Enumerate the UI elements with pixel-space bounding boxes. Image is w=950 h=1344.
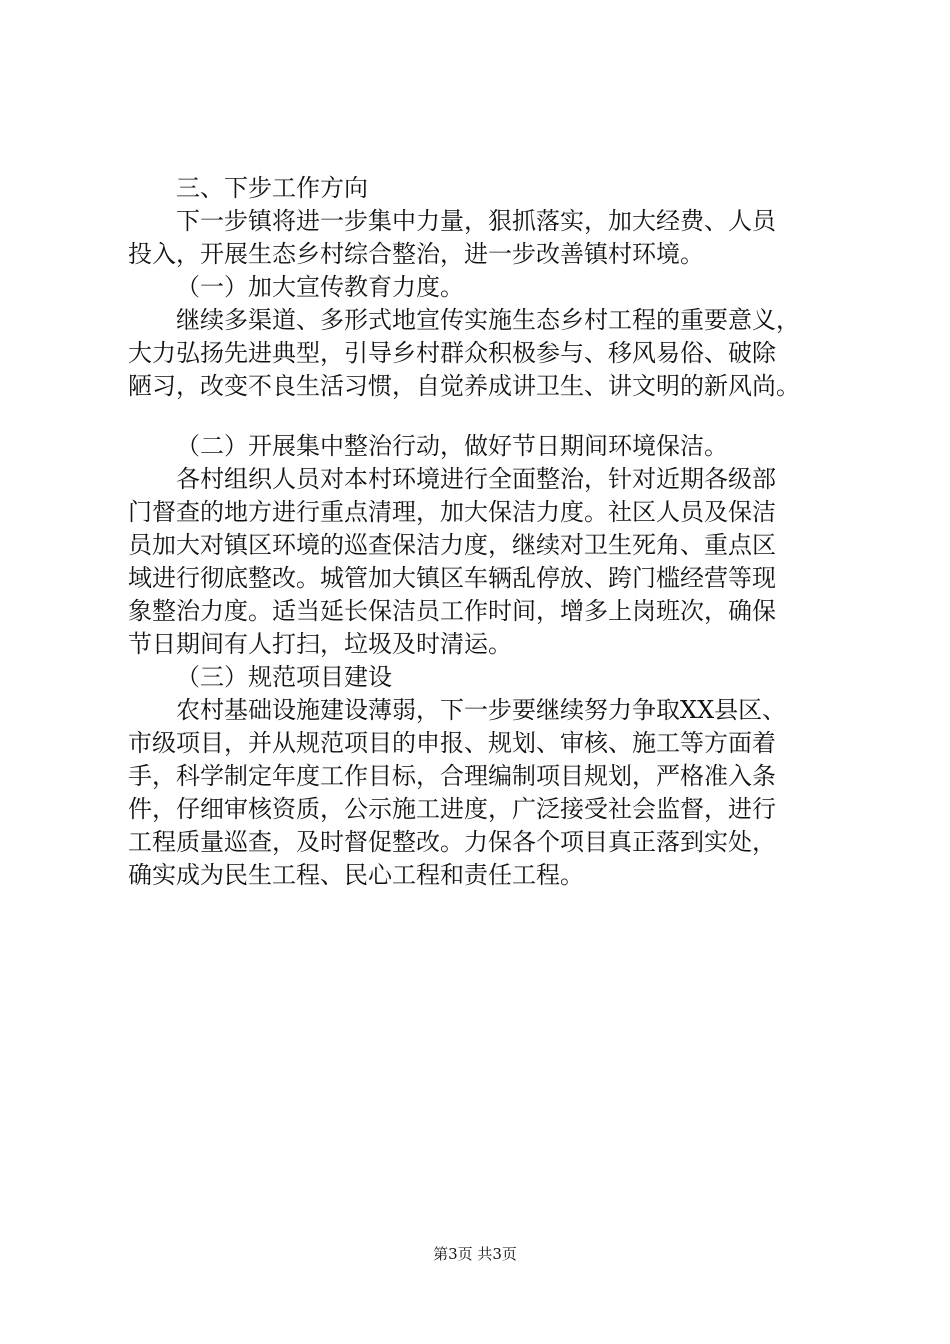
- paragraph-line: 象整治力度。适当延长保洁员工作时间，增多上岗班次，确保: [128, 597, 776, 625]
- paragraph-line: 员加大对镇区环境的巡查保洁力度，继续对卫生死角、重点区: [128, 531, 776, 559]
- paragraph-line: 投入，开展生态乡村综合整治，进一步改善镇村环境。: [128, 240, 704, 268]
- paragraph-line: 陋习，改变不良生活习惯，自觉养成讲卫生、讲文明的新风尚。: [128, 372, 800, 400]
- paragraph-line: 手，科学制定年度工作目标，合理编制项目规划，严格准入条: [128, 762, 776, 790]
- page-footer: 第3页 共3页: [433, 1245, 517, 1263]
- paragraph-line: 继续多渠道、多形式地宣传实施生态乡村工程的重要意义，: [176, 306, 800, 334]
- subsection-heading: （二）开展集中整治行动，做好节日期间环境保洁。: [176, 432, 728, 460]
- paragraph-line: 下一步镇将进一步集中力量，狠抓落实，加大经费、人员: [176, 207, 776, 235]
- paragraph-spacer: [128, 403, 842, 430]
- section-heading: 三、下步工作方向: [176, 174, 368, 202]
- paragraph-line: 节日期间有人打扫，垃圾及时清运。: [128, 630, 512, 658]
- paragraph-line: 市级项目，并从规范项目的申报、规划、审核、施工等方面着: [128, 729, 776, 757]
- paragraph-line: 工程质量巡查，及时督促整改。力保各个项目真正落到实处，: [128, 828, 776, 856]
- paragraph-line: 域进行彻底整改。城管加大镇区车辆乱停放、跨门槛经营等现: [128, 564, 776, 592]
- document-body: [128, 172, 842, 892]
- paragraph-line: 门督查的地方进行重点清理，加大保洁力度。社区人员及保洁: [128, 498, 776, 526]
- paragraph-line: 农村基础设施建设薄弱，下一步要继续努力争取XX县区、: [176, 696, 787, 724]
- subsection-heading: （三）规范项目建设: [176, 663, 392, 691]
- paragraph-line: 确实成为民生工程、民心工程和责任工程。: [128, 861, 584, 889]
- paragraph-line: 大力弘扬先进典型，引导乡村群众积极参与、移风易俗、破除: [128, 339, 776, 367]
- paragraph-line: 各村组织人员对本村环境进行全面整治，针对近期各级部: [176, 465, 776, 493]
- paragraph-line: 件，仔细审核资质，公示施工进度，广泛接受社会监督，进行: [128, 795, 776, 823]
- subsection-heading: （一）加大宣传教育力度。: [176, 273, 464, 301]
